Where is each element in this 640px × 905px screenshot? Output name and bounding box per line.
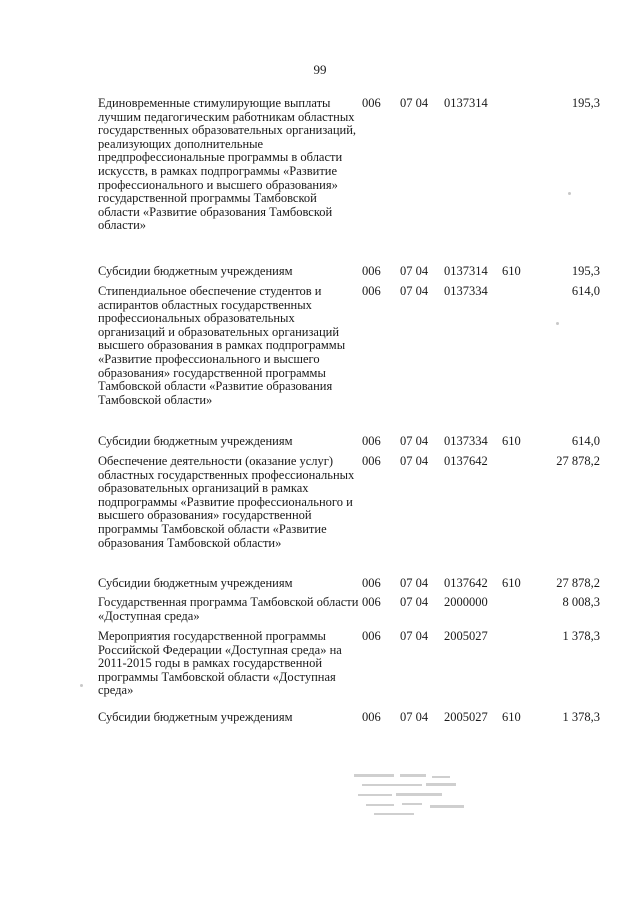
expense-type-code: 610 <box>502 434 521 448</box>
target-article-code: 2000000 <box>444 595 488 609</box>
row-description: Государственная программа Тамбовской области «Доступная среда» <box>98 595 359 623</box>
section-code: 07 04 <box>400 284 429 298</box>
amount: 27 878,2 <box>556 576 600 590</box>
row-description: Единовременные стимулирующие выплаты лучшим педагогическим работникам областных государственных образовательных организаций, реализующих дополнительные предпрофессиональные программы в области искусств, в рамках подпрограммы «Развитие профессионального и высшего образования» государственной программы Тамбовской области «Развитие образования Тамбовской области» <box>98 96 357 233</box>
expense-type-code: 610 <box>502 710 521 724</box>
row-description: Субсидии бюджетным учреждениям <box>98 710 293 724</box>
row-description: Субсидии бюджетным учреждениям <box>98 264 293 278</box>
target-article-code: 0137314 <box>444 96 488 110</box>
section-code: 07 04 <box>400 264 429 278</box>
ministry-code: 006 <box>362 284 381 298</box>
ministry-code: 006 <box>362 96 381 110</box>
expense-type-code: 610 <box>502 264 521 278</box>
amount: 1 378,3 <box>562 629 600 643</box>
ministry-code: 006 <box>362 629 381 643</box>
amount: 614,0 <box>571 284 600 298</box>
target-article-code: 0137334 <box>444 434 488 448</box>
target-article-code: 2005027 <box>444 710 488 724</box>
target-article-code: 2005027 <box>444 629 488 643</box>
row-description: Обеспечение деятельности (оказание услуг) областных государственных профессиональных образовательных организаций в рамках подпрограммы «Развитие профессионального и высшего образования» государственной программы Тамбовской области «Развитие образования Тамбовской области» <box>98 454 355 550</box>
row-description: Субсидии бюджетным учреждениям <box>98 576 293 590</box>
row-description: Субсидии бюджетным учреждениям <box>98 434 293 448</box>
amount: 1 378,3 <box>562 710 600 724</box>
ministry-code: 006 <box>362 576 381 590</box>
scan-speck <box>80 684 83 687</box>
section-code: 07 04 <box>400 96 429 110</box>
ministry-code: 006 <box>362 454 381 468</box>
section-code: 07 04 <box>400 595 429 609</box>
row-description: Стипендиальное обеспечение студентов и аспирантов областных государственных профессиональных образовательных организаций и образовательных организаций высшего образования в рамках подпрограммы «Развитие профессионального и высшего образования» государственной программы Тамбовской области «Развитие образования Тамбовской области» <box>98 284 346 407</box>
target-article-code: 0137642 <box>444 454 488 468</box>
scan-speck <box>568 192 571 195</box>
faded-stamp-mark <box>352 772 472 818</box>
ministry-code: 006 <box>362 264 381 278</box>
row-description: Мероприятия государственной программы Российской Федерации «Доступная среда» на 2011-2015 годы в рамках государственной программы Тамбовской области «Доступная среда» <box>98 629 342 698</box>
section-code: 07 04 <box>400 629 429 643</box>
amount: 8 008,3 <box>562 595 600 609</box>
target-article-code: 0137314 <box>444 264 488 278</box>
section-code: 07 04 <box>400 710 429 724</box>
scan-speck <box>556 322 559 325</box>
section-code: 07 04 <box>400 434 429 448</box>
expense-type-code: 610 <box>502 576 521 590</box>
amount: 195,3 <box>571 264 600 278</box>
amount: 195,3 <box>571 96 600 110</box>
target-article-code: 0137334 <box>444 284 488 298</box>
ministry-code: 006 <box>362 710 381 724</box>
ministry-code: 006 <box>362 595 381 609</box>
amount: 614,0 <box>571 434 600 448</box>
target-article-code: 0137642 <box>444 576 488 590</box>
section-code: 07 04 <box>400 576 429 590</box>
amount: 27 878,2 <box>556 454 600 468</box>
ministry-code: 006 <box>362 434 381 448</box>
section-code: 07 04 <box>400 454 429 468</box>
page-number: 99 <box>313 62 327 77</box>
